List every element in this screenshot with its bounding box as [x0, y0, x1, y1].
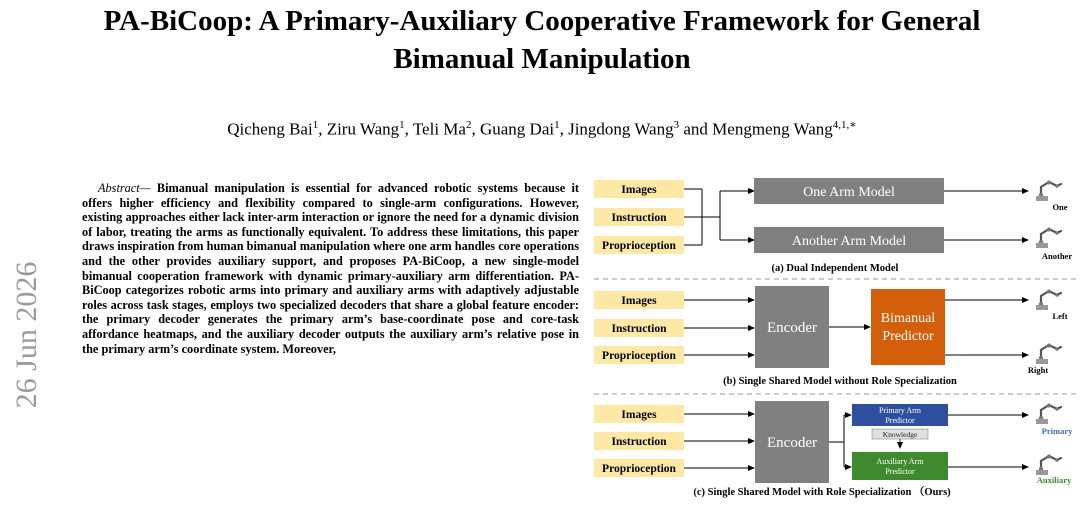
bimanual-predictor-box	[871, 289, 945, 365]
title-line-2: Bimanual Manipulation	[393, 43, 691, 75]
primary-predictor-label: Primary Arm	[879, 406, 921, 415]
output-label-auxiliary: Auxiliary	[1036, 475, 1072, 485]
output-label: Another	[1041, 251, 1073, 261]
robot-arm-icon	[1036, 181, 1061, 202]
author-affiliation: 1	[554, 119, 560, 131]
abstract	[82, 181, 579, 356]
caption-b: (b) Single Shared Model without Role Specialization	[723, 376, 957, 387]
input-label: Proprioception	[602, 350, 676, 362]
author-name: Mengmeng Wang	[712, 119, 833, 139]
author-name: Ziru Wang	[326, 119, 400, 139]
caption-a: (a) Dual Independent Model	[771, 263, 899, 274]
aux-predictor-label: Auxiliary Arm	[876, 457, 924, 466]
author-list: Qicheng Bai$^1$, Ziru Wang$^1$, Teli Ma$^2$, Guang Dai$^1$, Jingdong Wang$^3$ and Mengmeng Wang$^{4,1,∗}$	[227, 119, 857, 139]
abstract-text: Bimanual manipulation is essential for advanced robotic systems because it offers higher efficiency and flexibility compared to single-arm configurations. However, existing approaches either lack inter-arm interaction or ignore the need for a dynamic division of labor, treating the arms as functionally equivalent. To address these limitations, this paper draws inspiration from human bimanual manipulation where one arm handles core operations and the other provides auxiliary support, and proposes PA-BiCoop, a new single-model bimanual cooperation framework with dynamic primary-auxiliary arm differentiation. PA-BiCoop categorizes robotic arms into primary and auxiliary arms with adaptively adjustable roles across task stages, employs two specialized decoders that share a global feature encoder: the primary decoder generates the primary arm’s base-coordinate pose and core-task affordance heatmaps, and the auxiliary decoder outputs the auxiliary arm’s relative pose in the primary arm’s coordinate system. Moreover,	[82, 181, 579, 356]
panel-b	[594, 286, 1068, 387]
input-label: Images	[621, 184, 657, 196]
output-label: One	[1052, 202, 1068, 212]
output-label: Right	[1027, 365, 1049, 375]
title-line-1: PA-BiCoop: A Primary-Auxiliary Cooperative Framework for General	[103, 5, 981, 37]
bimanual-predictor-label: Bimanual	[880, 311, 936, 326]
input-label: Instruction	[611, 212, 667, 224]
encoder-label: Encoder	[767, 435, 817, 451]
panel-a	[594, 178, 1072, 274]
robot-arm-icon	[1036, 228, 1061, 249]
primary-predictor-label: Predictor	[885, 416, 915, 425]
panel-c	[594, 401, 1073, 498]
input-label: Images	[621, 295, 657, 307]
author-name: Qicheng Bai	[227, 119, 313, 139]
method-comparison-figure	[592, 172, 1078, 502]
input-label: Images	[621, 409, 657, 421]
robot-arm-icon	[1036, 344, 1061, 365]
author-name: Jingdong Wang	[568, 119, 674, 139]
bimanual-predictor-label: Predictor	[882, 329, 934, 344]
abstract-label: Abstract	[98, 181, 140, 195]
author-name: Teli Ma	[412, 119, 466, 139]
author-affiliation: 3	[673, 119, 680, 131]
input-label: Instruction	[611, 436, 667, 448]
input-label: Proprioception	[602, 463, 676, 475]
encoder-label: Encoder	[767, 320, 817, 336]
input-label: Proprioception	[602, 240, 676, 252]
author-affiliation: 2	[465, 119, 472, 131]
author-name: Guang Dai	[479, 119, 555, 139]
output-label-primary: Primary	[1041, 426, 1073, 436]
knowledge-label: Knowledge	[882, 430, 918, 439]
aux-predictor-label: Predictor	[885, 467, 915, 476]
arxiv-date-stamp: 26 Jun 2026	[10, 261, 43, 409]
robot-arm-icon	[1036, 290, 1061, 311]
author-affiliation: 1	[312, 119, 319, 131]
paper-title	[40, 2, 1044, 78]
caption-c: (c) Single Shared Model with Role Specialization （Ours)	[693, 487, 951, 498]
abstract-dash: —	[139, 181, 157, 195]
one-arm-model-label: One Arm Model	[803, 185, 895, 200]
output-label: Left	[1052, 311, 1068, 321]
another-arm-model-label: Another Arm Model	[791, 234, 907, 249]
author-affiliation: 1	[399, 119, 405, 131]
input-label: Instruction	[611, 323, 667, 335]
robot-arm-icon	[1036, 455, 1061, 476]
robot-arm-icon	[1036, 404, 1061, 425]
author-affiliation: 4,1,∗	[832, 119, 857, 131]
